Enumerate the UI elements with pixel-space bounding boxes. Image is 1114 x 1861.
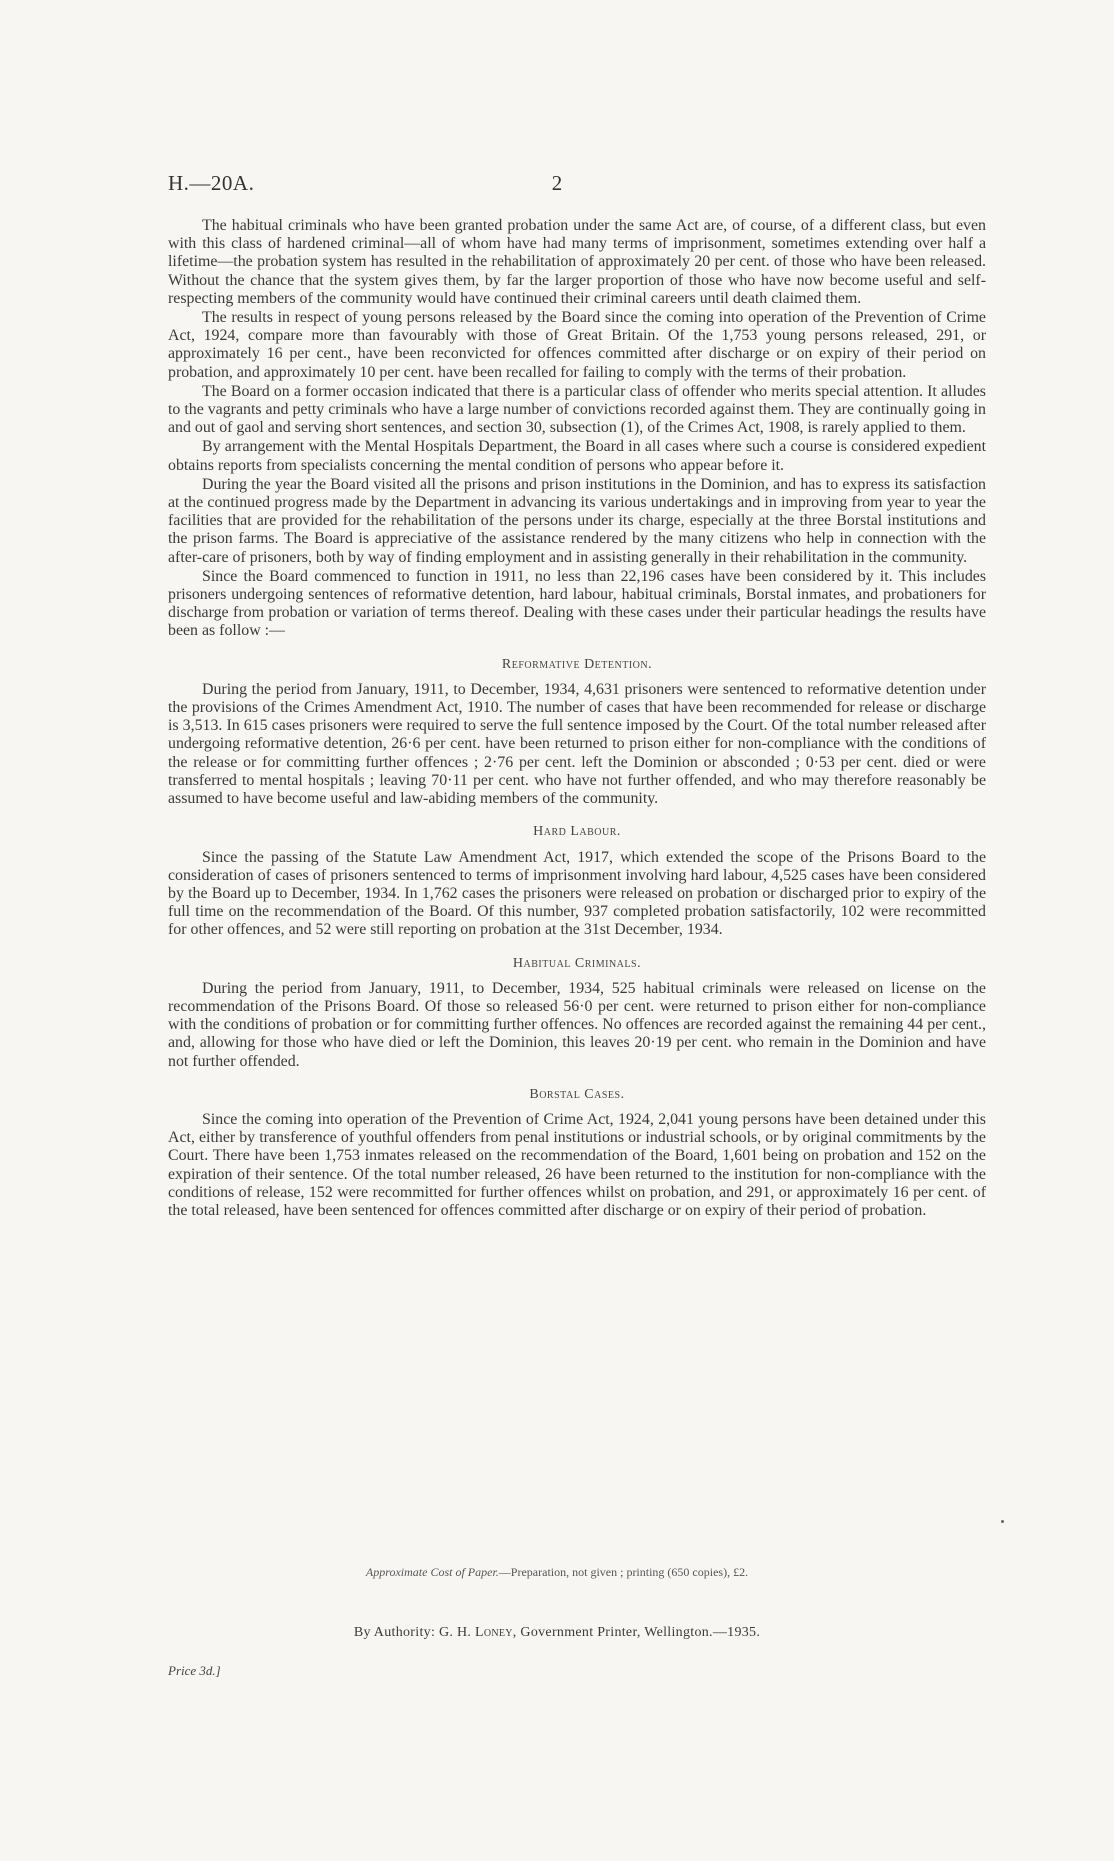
authority-suffix: Government Printer, Wellington.—1935. bbox=[520, 1625, 761, 1640]
cost-label: Approximate Cost of Paper. bbox=[365, 1565, 499, 1579]
document-reference: H.—20A. bbox=[168, 171, 255, 195]
paragraph-mental-hospitals: By arrangement with the Mental Hospitals Department, the Board in all cases where such a course is considered expedient obtains reports from specialists concerning the mental condition of persons who appear before it. bbox=[168, 438, 986, 474]
section-heading-hard-labour: Hard Labour. bbox=[533, 824, 621, 840]
section-heading-borstal-cases: Borstal Cases. bbox=[529, 1086, 625, 1102]
section-text-hard-labour: Since the passing of the Statute Law Amendment Act, 1917, which extended the scope of the Prisons Board to the consideration of cases of prisoners sentenced to terms of imprisonment involving hard labour, 4,525 cases have been considered by the Board up to December, 1934. In 1,762 cases the prisoners were released on probation or discharged prior to expiry of the full time on the recommendation of the Board. Of this number, 937 completed probation satisfactorily, 102 were recommitted for other offences, and 52 were still reporting on probation at the 31st December, 1934. bbox=[168, 848, 986, 939]
page-header bbox=[168, 171, 946, 195]
authority-prefix: By Authority: bbox=[353, 1625, 436, 1640]
section-heading-reformative-detention: Reformative Detention. bbox=[501, 656, 653, 672]
paragraph-habitual-probation: The habitual criminals who have been granted probation under the same Act are, of course, of a different class, but even with this class of hardened criminal—all of whom have had many terms of imprisonment, sometimes extending over half a lifetime—the probation system has resulted in the rehabilitation of approximately 20 per cent. of those who have been released. Without the chance that the system gives them, by far the larger proportion of those who have now become useful and self-respecting members of the community would have continued their criminal careers until death claimed them. bbox=[168, 217, 986, 307]
cost-text: —Preparation, not given ; printing (650 copies), £2. bbox=[498, 1565, 749, 1579]
section-text-borstal-cases: Since the coming into operation of the Prevention of Crime Act, 1924, 2,041 young persons have been detained under this Act, either by transference of youthful offenders from penal institutions or industrial schools, or by original commitments by the Court. There have been 1,753 inmates released on the recommendation of the Board, 1,601 being on probation and 152 on the expiration of their sentence. Of the total number released, 26 have been returned to the institution for non-compliance with the conditions of release, 152 were recommitted for further offences whilst on probation, and 291, or approximately 16 per cent. of the total released, have been sentenced for offences committed after discharge or on expiry of their period of probation. bbox=[168, 1110, 986, 1219]
printer-authority-line bbox=[0, 1625, 1114, 1641]
cost-of-paper-note bbox=[0, 1565, 1114, 1580]
page-number: 2 bbox=[551, 171, 563, 195]
paragraph-vagrants: The Board on a former occasion indicated that there is a particular class of offender who merits special attention. It alludes to the vagrants and petty criminals who have a large number of convictions recorded against them. They are continually going in and out of gaol and serving short sentences, and section 30, subsection (1), of the Crimes Act, 1908, is rarely applied to them. bbox=[168, 382, 986, 437]
section-heading-habitual-criminals: Habitual Criminals. bbox=[512, 955, 642, 971]
margin-mark bbox=[1001, 1520, 1004, 1523]
paragraph-young-persons: The results in respect of young persons released by the Board since the coming into operation of the Prevention of Crime Act, 1924, compare more than favourably with those of Great Britain. Of the 1,753 young persons released, 291, or approximately 16 per cent., have been reconvicted for offences committed after discharge or on expiry of their period on probation, and approximately 10 per cent. have been recalled for failing to comply with the terms of their probation. bbox=[168, 309, 986, 381]
document-body bbox=[168, 217, 986, 1220]
paragraph-cases-considered: Since the Board commenced to function in 1911, no less than 22,196 cases have been considered by it. This includes prisoners undergoing sentences of reformative detention, hard labour, habitual criminals, Borstal inmates, and probationers for discharge from probation or variation of terms thereof. Dealing with these cases under their particular headings the results have been as follow :— bbox=[168, 567, 986, 640]
section-text-habitual-criminals: During the period from January, 1911, to December, 1934, 525 habitual criminals were released on license on the recommendation of the Prisons Board. Of those so released 56·0 per cent. were returned to prison either for non-compliance with the conditions of probation or for committing further offences. No offences are recorded against the remaining 44 per cent., and, allowing for those who have died or left the Dominion, this leaves 20·19 per cent. who remain in the Dominion and have not further offended. bbox=[168, 979, 986, 1070]
printer-name: G. H. Loney, bbox=[438, 1625, 517, 1640]
paragraph-board-visits: During the year the Board visited all the prisons and prison institutions in the Dominion, and has to express its satisfaction at the continued progress made by the Department in advancing its various undertakings and in improving from year to year the facilities that are provided for the rehabilitation of the persons under its charge, especially at the three Borstal institutions and the prison farms. The Board is appreciative of the assistance rendered by the many citizens who help in connection with the after-care of prisoners, both by way of finding employment and in assisting generally in their rehabilitation in the community. bbox=[168, 475, 986, 566]
price-note: Price 3d.] bbox=[168, 1663, 221, 1678]
section-text-reformative-detention: During the period from January, 1911, to December, 1934, 4,631 prisoners were sentenced to reformative detention under the provisions of the Crimes Amendment Act, 1910. The number of cases that have been recommended for release or discharge is 3,513. In 615 cases prisoners were required to serve the full sentence imposed by the Court. Of the total number released after undergoing reformative detention, 26·6 per cent. have been returned to prison either for non-compliance with the conditions of the release or for committing further offences ; 2·76 per cent. left the Dominion or absconded ; 0·53 per cent. died or were transferred to mental hospitals ; leaving 70·11 per cent. who have not further offended, and who may therefore reasonably be assumed to have become useful and law-abiding members of the community. bbox=[168, 680, 986, 808]
